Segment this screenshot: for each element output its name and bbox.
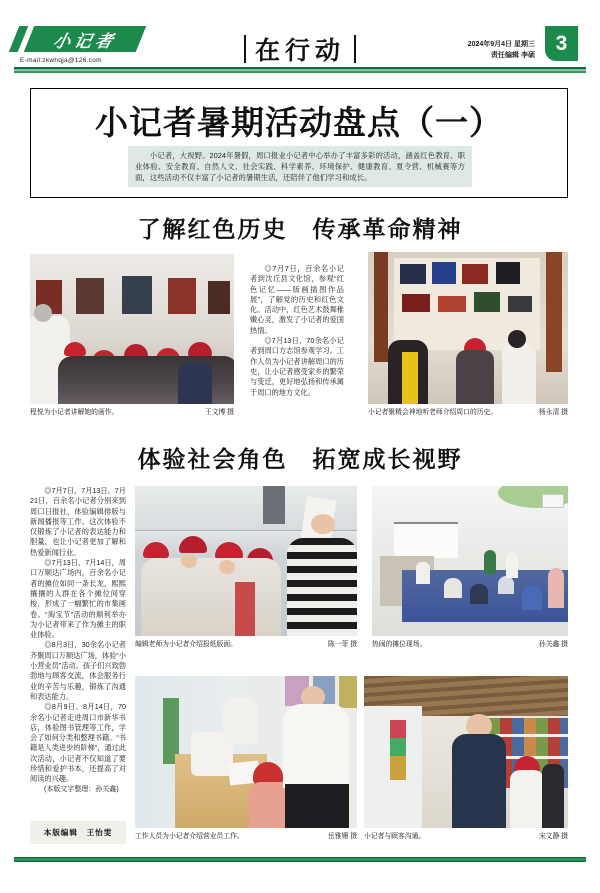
masthead-section	[230, 31, 370, 67]
section2-paragraphs	[30, 486, 126, 795]
divider-bar-right	[354, 35, 356, 63]
section2-text-column	[30, 486, 126, 844]
photo-caption: 小记者与顾客沟通。	[364, 833, 426, 840]
figure-shape	[498, 576, 514, 594]
figure-head-shape	[508, 330, 526, 348]
clothes-shape	[339, 676, 357, 708]
logo-text: 小记者	[50, 31, 119, 51]
page-editor-box: 本版编辑 王怡雯	[30, 821, 126, 844]
child-figure-shape	[510, 770, 544, 828]
article-paragraph: ◎7月13日，70余名小记者到周口方志馆参观学习。工作人员为小记者讲解周口的历史，让小记者感受家乡的繁荣与变迁，更好地弘扬和传承属于周口的地方文化。	[250, 336, 344, 397]
figure-shape	[470, 584, 488, 604]
article-paragraph: ◎8月3日，30余名小记者齐聚周口万顺达广场，体验“小小营业员”活动。孩子们兴致勃勃地与顾客交流，体会服务行业的辛苦与乐趣，锻炼了沟通和表达能力。	[30, 640, 126, 701]
article-paragraph: ◎7月7日，百余名小记者到沈丘县文化馆，参观“红色记忆——版画插图作品展”，了解党的历史和红色文化。活动中，红色艺术鼓舞稚嫩心灵，激发了小记者的爱国热情。	[250, 264, 344, 335]
photo-credit: 岳雅姗 摄	[327, 833, 357, 840]
photo-credit: 孙关鑫 摄	[538, 641, 568, 648]
dark-skirt-shape	[285, 784, 349, 828]
photo-exhibition-wall	[368, 252, 568, 404]
red-cap-shape	[188, 342, 212, 357]
figure-shape	[548, 568, 564, 608]
photo-newsroom-demo	[135, 486, 357, 636]
photo-mall-stalls	[372, 486, 568, 636]
masthead-email: E-mail:zkwhqja@126.com	[20, 57, 102, 64]
figure-head-shape	[34, 304, 52, 322]
masthead-rule	[14, 67, 586, 73]
photo-gallery-visit	[30, 254, 234, 404]
photo-credit: 杨永清 摄	[538, 409, 568, 416]
photo-credit: 宋文静 摄	[538, 833, 568, 840]
children-group-shape	[141, 558, 281, 636]
figure-shape	[456, 350, 494, 404]
photo-bookstore-chat	[364, 676, 568, 828]
red-cap-shape	[253, 762, 283, 784]
figure-shape	[484, 550, 496, 574]
adult-figure-shape	[452, 734, 506, 828]
poster-shape	[400, 264, 426, 284]
figure-head-shape	[311, 514, 335, 534]
lanyard-shape	[235, 582, 255, 636]
pillar-shape	[546, 252, 562, 372]
article-paragraph: ◎8月9日、8月14日，70余名小记者走进周口市新华书店，体验图书管理等工作，学会了如何分类和整理书籍。“书籍是人类进步的阶梯”，通过此次活动，小记者不仅知道了要珍惜和爱护书本，还提高了对阅读的兴趣。	[30, 702, 126, 784]
masthead-dateblock	[415, 39, 535, 61]
poster-shape	[496, 262, 520, 284]
photo-caption-row	[30, 408, 234, 417]
text-compiler-byline: (本版文字整理：孙关鑫)	[44, 785, 119, 793]
photo-clerk-experience	[135, 676, 357, 828]
section1-text-column	[250, 264, 344, 398]
figure-shape	[416, 562, 430, 584]
figure-shape	[522, 586, 542, 610]
divider-bar-left	[244, 35, 246, 63]
photo-caption: 热闹的摊位现场。	[372, 641, 427, 648]
painting-shape	[76, 278, 104, 314]
striped-shirt-figure-shape	[287, 538, 357, 636]
adult-figure-shape	[283, 704, 349, 788]
section-name: 在行动	[254, 37, 345, 65]
editor-line: 责任编辑 李硕	[491, 52, 535, 59]
hanging-sign-shape	[542, 494, 564, 508]
painting-shape	[208, 281, 230, 314]
painting-shape	[168, 278, 196, 314]
figure-head-shape	[181, 554, 197, 568]
page-bottom-rule	[14, 857, 586, 862]
section2-title: 体验社会角色 拓宽成长视野	[137, 446, 463, 472]
figure-shape	[542, 764, 564, 828]
pillar-shape	[263, 486, 285, 524]
figure-shape	[178, 362, 212, 404]
clothes-rack-shape	[394, 522, 458, 558]
poster-strip-shape	[390, 720, 406, 780]
painting-shape	[122, 276, 152, 314]
photo-caption: 工作人员为小记者介绍营业员工作。	[135, 833, 244, 840]
figure-shape	[223, 698, 257, 744]
section1-title: 了解红色历史 传承革命精神	[137, 216, 463, 242]
pillar-shape	[374, 252, 388, 362]
page-title: 小记者暑期活动盘点（一）	[95, 104, 503, 141]
poster-shape	[438, 296, 466, 312]
poster-shape	[508, 296, 532, 312]
red-cap-shape	[64, 342, 86, 356]
figure-shape	[506, 552, 518, 578]
poster-shape	[462, 264, 488, 284]
poster-shape	[432, 262, 456, 284]
photo-caption: 小记者聚精会神地听老师介绍周口的历史。	[368, 409, 498, 416]
date-line: 2024年9月4日 星期三	[467, 41, 535, 48]
photo-credit: 王文博 摄	[204, 409, 234, 416]
headline-box	[30, 88, 568, 198]
photo-caption: 编辑老师为小记者介绍报纸版面。	[135, 641, 237, 648]
photo-caption-row	[372, 640, 568, 649]
page-number-badge: 3	[545, 26, 578, 61]
poster-shape	[474, 292, 500, 312]
intro-box	[128, 146, 472, 187]
article-paragraph: ◎7月7日、7月13日、7月21日，百余名小记者分别来到周口日报社，体验编辑排版与新闻播报等工作。这次体验不仅锻炼了小记者的表达能力和胆量，也让小记者更加了解和热爱新闻行业。	[30, 486, 126, 557]
logo-banner	[24, 26, 147, 52]
photo-credit: 陈一菲 摄	[327, 641, 357, 648]
poster-shape	[402, 294, 430, 312]
intro-text: 小记者，大视野。2024年暑假，周口报业小记者中心举办了丰富多彩的活动，涵盖红色教育、职业体验、安全教育、自然人文、社会实践、科学素养、环境保护、健康教育、夏令营、机械赛等方面，这些活动不仅丰富了小记者的暑期生活，还陪伴了他们学习和成长。	[135, 151, 465, 182]
figure-shape	[444, 578, 462, 598]
article-paragraph: ◎7月13日、7月14日，周口万顺达广场内，百余名小记者的摊位如同一条长龙，熙熙攘攘的人群在各个摊位间穿梭，形成了一幅繁忙的市集画卷。“淘宝节”活动的顺利举办为小记者带来了作为摊主的职业体验。	[30, 558, 126, 640]
photo-caption-row	[135, 832, 357, 841]
photo-caption-row	[368, 408, 568, 417]
photo-caption-row	[135, 640, 357, 649]
photo-caption: 程悦为小记者讲解她的画作。	[30, 409, 119, 416]
photo-caption-row	[364, 832, 568, 841]
figure-head-shape	[219, 560, 235, 574]
figure-shape	[502, 344, 536, 404]
yellow-sash-shape	[402, 352, 418, 404]
